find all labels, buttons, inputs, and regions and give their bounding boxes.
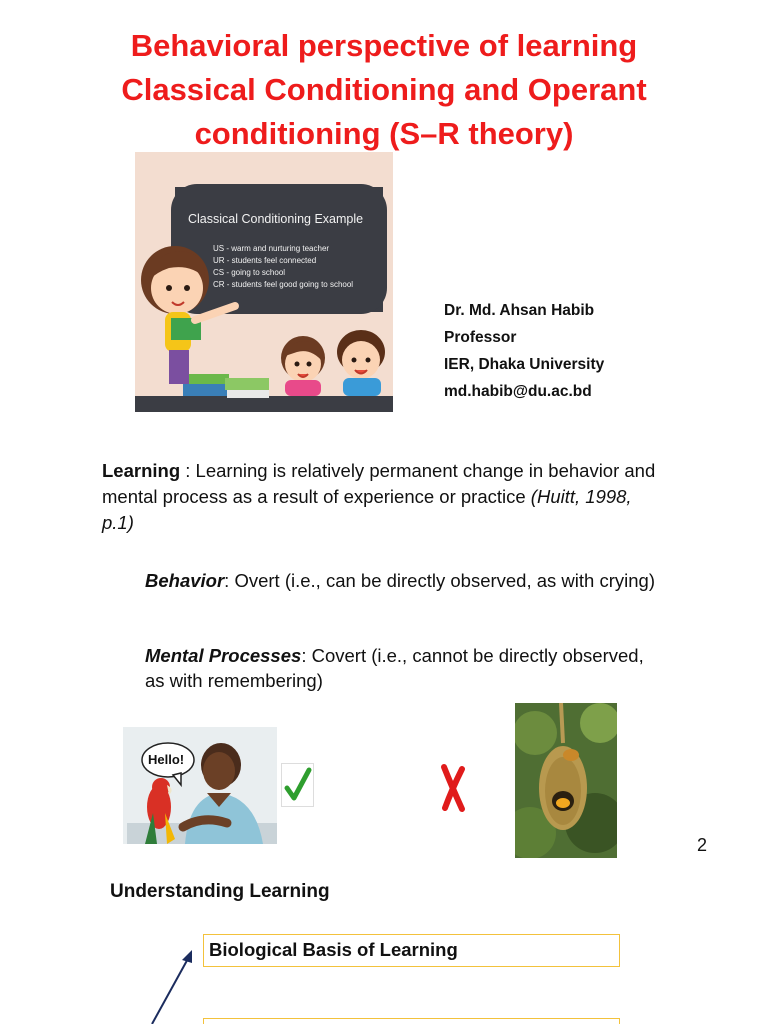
board-line-cr: CR - students feel good going to school: [213, 280, 354, 289]
slide-title: [0, 24, 768, 156]
nest-art: [515, 703, 617, 858]
board-line-cs: CS - going to school: [213, 268, 286, 277]
definition-text: : Learning is relatively permanent change in behavior and mental process as a result of experience or practice: [102, 460, 656, 507]
board-line-us: US - warm and nurturing teacher: [213, 244, 330, 253]
title-line-3: conditioning (S–R theory): [194, 116, 574, 151]
cross-icon: [440, 763, 466, 813]
learning-definition: [102, 458, 662, 536]
author-email: md.habib@du.ac.bd: [444, 383, 592, 400]
mental-term: Mental Processes: [145, 645, 302, 666]
biological-basis-label: Biological Basis of Learning: [209, 939, 458, 960]
author-name: Dr. Md. Ahsan Habib: [444, 302, 595, 319]
author-position: Professor: [444, 329, 517, 346]
author-institution: IER, Dhaka University: [444, 356, 605, 373]
check-icon: [281, 763, 314, 807]
speech-bubble-text: Hello!: [148, 752, 185, 767]
parrot-speaking-image: [123, 727, 277, 844]
definition-citation: (Huitt, 1998, p.1): [102, 486, 632, 533]
weaver-bird-nest-image: [515, 703, 617, 858]
mental-process-definition: [145, 643, 665, 693]
definition-term: Learning: [102, 460, 181, 481]
behavior-term: Behavior: [145, 570, 225, 591]
section-heading: Understanding Learning: [110, 881, 330, 902]
title-line-2: Classical Conditioning and Operant: [121, 72, 647, 107]
mental-text: : Covert (i.e., cannot be directly observed, as with remembering): [145, 645, 644, 691]
biological-basis-box: [203, 934, 620, 967]
parrot-man-art: [123, 727, 277, 844]
board-line-ur: UR - students feel connected: [213, 256, 317, 265]
title-line-1: Behavioral perspective of learning: [130, 28, 638, 63]
behavior-text: : Overt (i.e., can be directly observed, as with crying): [224, 570, 655, 591]
behavior-definition: [145, 568, 665, 593]
second-concept-box: [203, 1018, 620, 1024]
author-block: [444, 297, 604, 405]
classical-conditioning-illustration: [135, 152, 393, 412]
board-title: Classical Conditioning Example: [188, 212, 364, 226]
page-number: 2: [697, 835, 708, 855]
